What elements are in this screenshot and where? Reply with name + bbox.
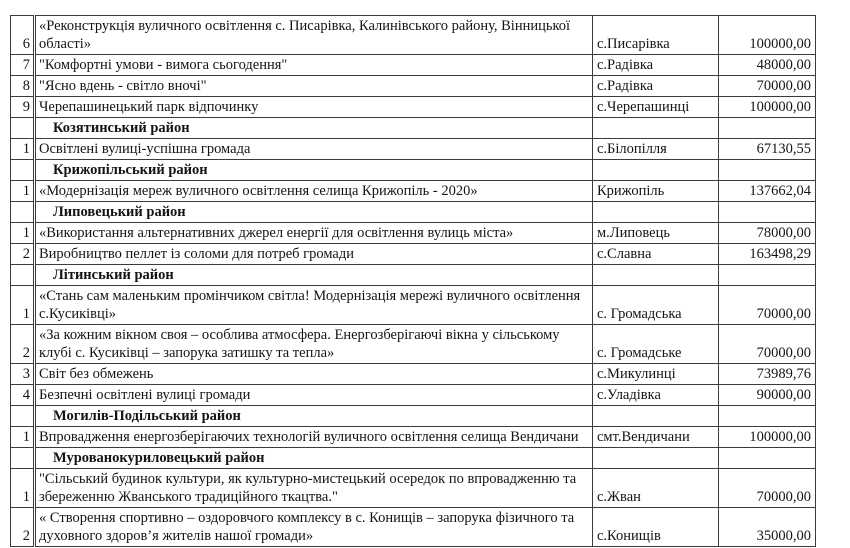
- project-name: Впровадження енергозберігаючих технологій вуличного освітлення селища Вендичани: [35, 427, 593, 448]
- project-name: «Використання альтернативних джерел енергії для освітлення вулиць міста»: [35, 223, 593, 244]
- project-location: с.Радівка: [593, 76, 719, 97]
- district-row-number-empty: [11, 406, 35, 427]
- project-name: "Сільський будинок культури, як культурно-мистецький осередок по впровадженню та збереженню Жванського традиційного ткацтва.": [35, 469, 593, 508]
- project-row-number: 1: [11, 223, 35, 244]
- project-amount: 100000,00: [719, 97, 816, 118]
- project-row-number: 8: [11, 76, 35, 97]
- district-header-row: [11, 448, 816, 469]
- district-row-number-empty: [11, 118, 35, 139]
- project-location: смт.Вендичани: [593, 427, 719, 448]
- project-name: Черепашинецький парк відпочинку: [35, 97, 593, 118]
- project-row: [11, 181, 816, 202]
- project-name: «За кожним вікном своя – особлива атмосфера. Енергозберігаючі вікна у сільському клубі с. Кусиківці – запорука затишку та тепла»: [35, 325, 593, 364]
- project-amount: 100000,00: [719, 16, 816, 55]
- project-location: с.Жван: [593, 469, 719, 508]
- district-name: Мурованокуриловецький район: [35, 448, 593, 469]
- project-row: [11, 244, 816, 265]
- district-location-empty: [593, 118, 719, 139]
- district-location-empty: [593, 406, 719, 427]
- project-location: с.Радівка: [593, 55, 719, 76]
- project-location: с. Громадська: [593, 286, 719, 325]
- project-amount: 48000,00: [719, 55, 816, 76]
- district-amount-empty: [719, 160, 816, 181]
- district-name: Козятинський район: [35, 118, 593, 139]
- district-location-empty: [593, 160, 719, 181]
- project-row-number: 1: [11, 427, 35, 448]
- project-name: Виробництво пеллет із соломи для потреб громади: [35, 244, 593, 265]
- project-location: с.Славна: [593, 244, 719, 265]
- project-row: [11, 223, 816, 244]
- project-amount: 70000,00: [719, 76, 816, 97]
- project-row-number: 4: [11, 385, 35, 406]
- district-amount-empty: [719, 448, 816, 469]
- project-amount: 78000,00: [719, 223, 816, 244]
- project-location: с.Черепашинці: [593, 97, 719, 118]
- district-header-row: [11, 160, 816, 181]
- district-header-row: [11, 406, 816, 427]
- district-row-number-empty: [11, 448, 35, 469]
- project-location: с.Білопілля: [593, 139, 719, 160]
- district-row-number-empty: [11, 265, 35, 286]
- district-row-number-empty: [11, 202, 35, 223]
- project-location: с.Писарівка: [593, 16, 719, 55]
- project-location: с.Микулинці: [593, 364, 719, 385]
- project-row-number: 2: [11, 508, 35, 547]
- project-location: с.Конищів: [593, 508, 719, 547]
- project-row: [11, 508, 816, 547]
- project-amount: 90000,00: [719, 385, 816, 406]
- project-row: [11, 385, 816, 406]
- project-row: [11, 286, 816, 325]
- project-row-number: 1: [11, 469, 35, 508]
- project-amount: 70000,00: [719, 469, 816, 508]
- funding-projects-table-body: [11, 16, 816, 547]
- district-name: Крижопільський район: [35, 160, 593, 181]
- project-name: « Створення спортивно – оздоровчого комплексу в с. Конищів – запорука фізичного та духовного здоров’я жителів нашої громади»: [35, 508, 593, 547]
- project-row-number: 2: [11, 325, 35, 364]
- district-row-number-empty: [11, 160, 35, 181]
- project-amount: 67130,55: [719, 139, 816, 160]
- project-amount: 35000,00: [719, 508, 816, 547]
- project-row-number: 1: [11, 139, 35, 160]
- project-name: «Модернізація мереж вуличного освітлення селища Крижопіль - 2020»: [35, 181, 593, 202]
- project-row: [11, 97, 816, 118]
- project-amount: 73989,76: [719, 364, 816, 385]
- project-row-number: 6: [11, 16, 35, 55]
- project-name: "Комфортні умови - вимога сьогодення": [35, 55, 593, 76]
- district-location-empty: [593, 448, 719, 469]
- project-row: [11, 76, 816, 97]
- project-row-number: 9: [11, 97, 35, 118]
- project-amount: 137662,04: [719, 181, 816, 202]
- project-row: [11, 364, 816, 385]
- district-location-empty: [593, 202, 719, 223]
- project-row-number: 7: [11, 55, 35, 76]
- project-amount: 70000,00: [719, 325, 816, 364]
- project-name: «Стань сам маленьким промінчиком світла! Модернізація мережі вуличного освітлення с.Кусиківці»: [35, 286, 593, 325]
- project-row-number: 1: [11, 286, 35, 325]
- district-header-row: [11, 118, 816, 139]
- project-name: Безпечні освітлені вулиці громади: [35, 385, 593, 406]
- project-amount: 163498,29: [719, 244, 816, 265]
- district-amount-empty: [719, 118, 816, 139]
- funding-projects-table: [10, 15, 816, 547]
- project-row: [11, 139, 816, 160]
- project-row-number: 2: [11, 244, 35, 265]
- project-row: [11, 427, 816, 448]
- project-location: Крижопіль: [593, 181, 719, 202]
- district-location-empty: [593, 265, 719, 286]
- project-name: Освітлені вулиці-успішна громада: [35, 139, 593, 160]
- project-location: с. Громадське: [593, 325, 719, 364]
- project-row: [11, 16, 816, 55]
- district-amount-empty: [719, 406, 816, 427]
- district-name: Липовецький район: [35, 202, 593, 223]
- district-header-row: [11, 202, 816, 223]
- project-name: «Реконструкція вуличного освітлення с. Писарівка, Калинівського району, Вінницької області»: [35, 16, 593, 55]
- project-row-number: 1: [11, 181, 35, 202]
- project-row: [11, 469, 816, 508]
- district-name: Літинський район: [35, 265, 593, 286]
- project-location: с.Уладівка: [593, 385, 719, 406]
- district-amount-empty: [719, 265, 816, 286]
- project-row-number: 3: [11, 364, 35, 385]
- project-name: Світ без обмежень: [35, 364, 593, 385]
- district-amount-empty: [719, 202, 816, 223]
- project-amount: 100000,00: [719, 427, 816, 448]
- district-name: Могилів-Подільський район: [35, 406, 593, 427]
- project-location: м.Липовець: [593, 223, 719, 244]
- project-row: [11, 325, 816, 364]
- district-header-row: [11, 265, 816, 286]
- project-name: "Ясно вдень - світло вночі": [35, 76, 593, 97]
- project-row: [11, 55, 816, 76]
- project-amount: 70000,00: [719, 286, 816, 325]
